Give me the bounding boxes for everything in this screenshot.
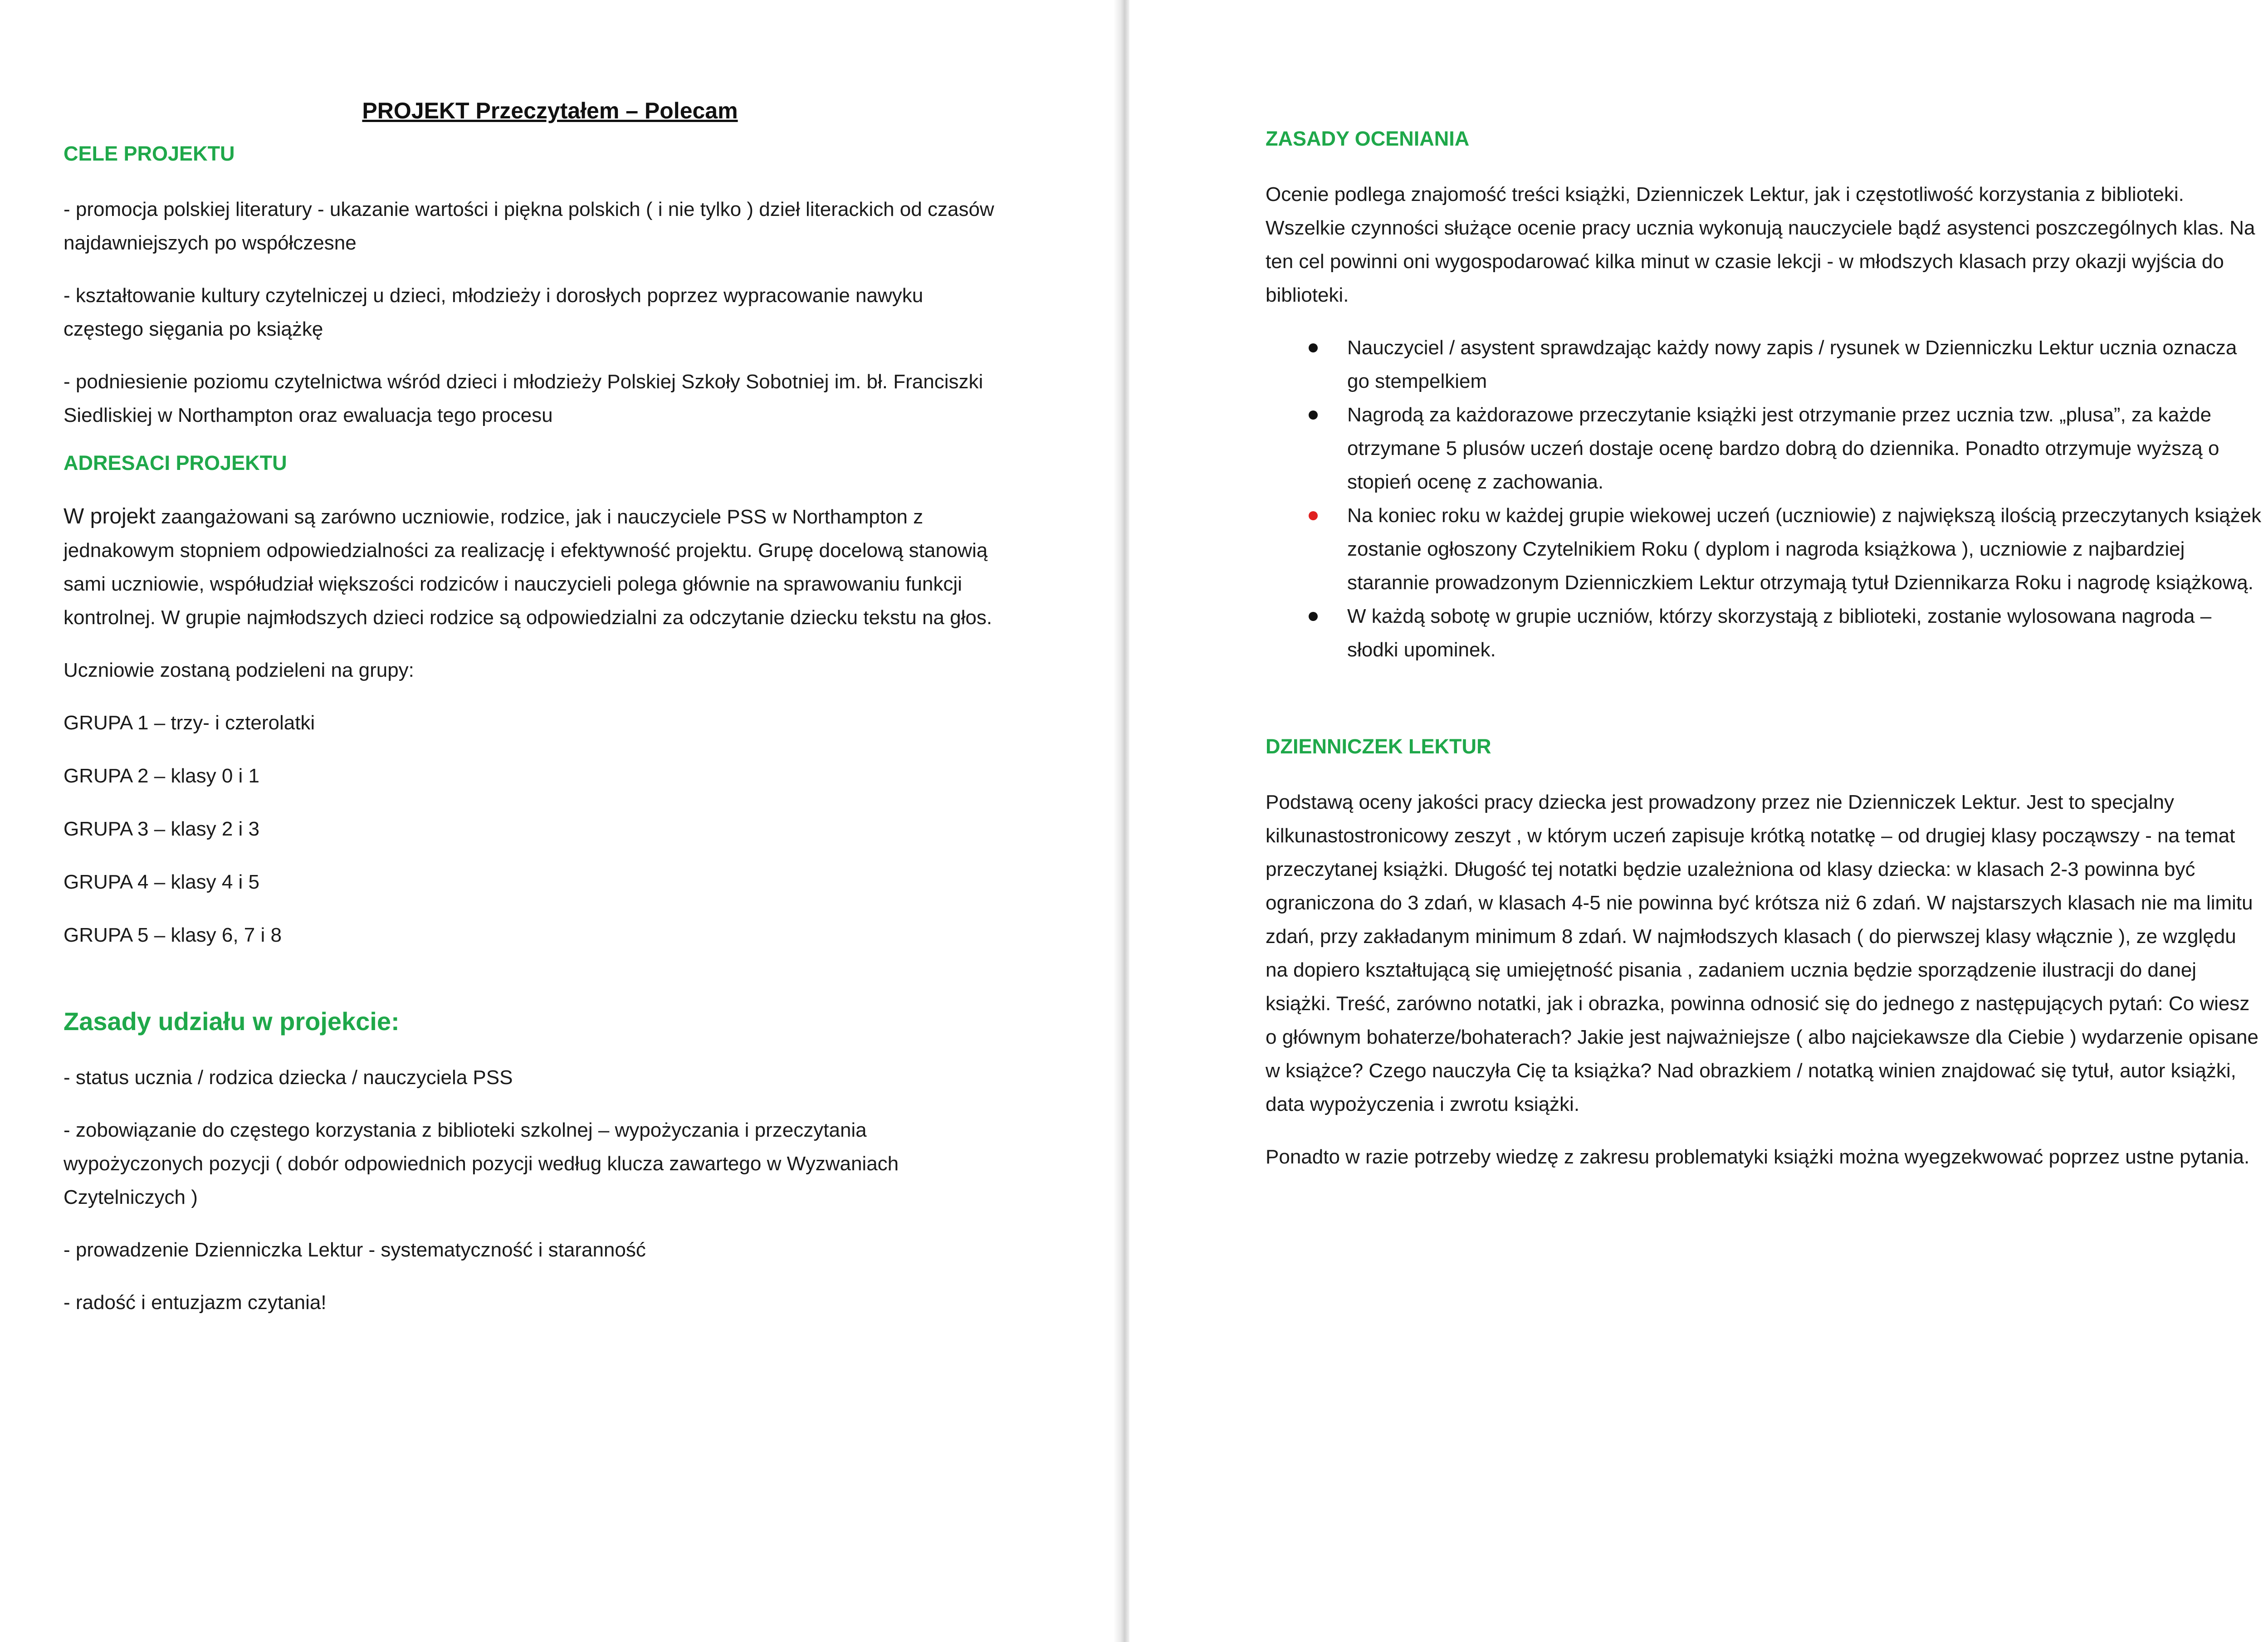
- grading-bullet-text: W każdą sobotę w grupie uczniów, którzy skorzystają z biblioteki, zostanie wylosowana nagroda – słodki upominek.: [1347, 605, 2212, 661]
- left-page: [0, 0, 1114, 1642]
- page-gutter: [1114, 0, 1129, 1642]
- goal-item: - promocja polskiej literatury - ukazanie wartości i piękna polskich ( i nie tylko ) dzieł literackich od czasów najdawniejszych po współczesne: [64, 198, 994, 254]
- goals-heading: CELE PROJEKTU: [64, 142, 235, 165]
- group-item: GRUPA 5 – klasy 6, 7 i 8: [64, 924, 282, 946]
- grading-bullet-item: [1347, 331, 2263, 398]
- bullet-dot-icon: [1309, 410, 1318, 420]
- grading-bullet-text: Na koniec roku w każdej grupie wiekowej uczeń (uczniowie) z największą ilością przeczytanych książek zostanie ogłoszony Czytelnikiem Roku ( dyplom i nagroda książkowa ), uczniowie z najbardziej starannie prowadzonym Dzienniczkiem Lektur otrzymają tytuł Dziennikarza Roku i nagrodę książkową.: [1347, 504, 2262, 594]
- recipients-lead: W projekt: [64, 504, 156, 528]
- grading-bullet-text: Nauczyciel / asystent sprawdzając każdy nowy zapis / rysunek w Dzienniczku Lektur ucznia oznacza go stempelkiem: [1347, 337, 2237, 392]
- grading-bullet-item: [1347, 398, 2263, 499]
- bullet-dot-icon: [1309, 511, 1318, 520]
- grading-bullet-text: Nagrodą za każdorazowe przeczytanie książki jest otrzymanie przez ucznia tzw. „plusa”, za każde otrzymane 5 plusów uczeń dostaje ocenę bardzo dobrą do dziennika. Ponadto otrzymuje wyższą o stopień ocenę z zachowania.: [1347, 404, 2219, 493]
- journal-paragraph: Podstawą oceny jakości pracy dziecka jest prowadzony przez nie Dzienniczek Lektur. Jest to specjalny kilkunastostronicowy zeszyt , w którym uczeń zapisuje krótką notatkę – od drugiej klasy począwszy - na temat przeczytanej książki. Długość tej notatki będzie uzależniona od klasy dziecka: w klasach 2-3 powinna być ograniczona do 3 zdań, w klasach 4-5 nie powinna być krótsza niż 6 zdań. W najstarszych klasach nie ma limitu zdań, przy zakładanym minimum 8 zdań. W najmłodszych klasach ( do pierwszej klasy włącznie ), ze względu na dopiero kształtującą się umiejętność pisania , zadaniem ucznia będzie sporządzenie ilustracji do danej książki. Treść, zarówno notatki, jak i obrazka, powinna odnosić się do jednego z następujących pytań: Co wiesz o głównym bohaterze/bohaterach? Jakie jest najważniejsze ( albo najciekawsze dla Ciebie ) wydarzenie opisane w książce? Czego nauczyła Cię ta książka? Nad obrazkiem / notatką winien znajdować się tytuł, autor książki, data wypożyczenia i zwrotu książki.: [1266, 791, 2258, 1115]
- group-item: GRUPA 1 – trzy- i czterolatki: [64, 712, 315, 734]
- group-item: GRUPA 2 – klasy 0 i 1: [64, 765, 260, 787]
- bullet-dot-icon: [1309, 612, 1318, 621]
- document-title: PROJEKT Przeczytałem – Polecam: [362, 98, 738, 123]
- bullet-dot-icon: [1309, 343, 1318, 352]
- participation-item: - prowadzenie Dzienniczka Lektur - systematyczność i staranność: [64, 1239, 646, 1261]
- group-item: GRUPA 4 – klasy 4 i 5: [64, 871, 260, 893]
- right-page: [1129, 0, 2268, 1642]
- recipients-heading: ADRESACI PROJEKTU: [64, 451, 287, 474]
- participation-heading: Zasady udziału w projekcie:: [64, 1007, 400, 1036]
- grading-bullet-item: [1347, 600, 2263, 667]
- goal-item: - kształtowanie kultury czytelniczej u dzieci, młodzieży i dorosłych poprzez wypracowanie nawyku częstego sięgania po książkę: [64, 284, 924, 340]
- participation-item: - zobowiązanie do częstego korzystania z biblioteki szkolnej – wypożyczania i przeczytania wypożyczonych pozycji ( dobór odpowiednich pozycji według klucza zawartego w Wyzwaniach Czytelniczych ): [64, 1119, 899, 1208]
- recipients-paragraph: [64, 500, 1000, 635]
- goal-item: - podniesienie poziomu czytelnictwa wśród dzieci i młodzieży Polskiej Szkoły Sobotniej im. bł. Franciszki Siedliskiej w Northampton oraz ewaluacja tego procesu: [64, 371, 983, 426]
- grading-bullet-item: [1347, 499, 2263, 600]
- grading-paragraph: Ocenie podlega znajomość treści książki, Dzienniczek Lektur, jak i częstotliwość korzystania z biblioteki. Wszelkie czynności służące ocenie pracy ucznia wykonują nauczyciele bądź asystenci poszczególnych klas. Na ten cel powinni oni wygospodarować kilka minut w czasie lekcji - w młodszych klasach przy okazji wyjścia do biblioteki.: [1266, 183, 2255, 306]
- grading-heading: ZASADY OCENIANIA: [1266, 127, 1470, 150]
- participation-item: - radość i entuzjazm czytania!: [64, 1291, 327, 1314]
- journal-heading: DZIENNICZEK LEKTUR: [1266, 735, 1491, 758]
- recipients-text: zaangażowani są zarówno uczniowie, rodzice, jak i nauczyciele PSS w Northampton z jednakowym stopniem odpowiedzialności za realizację i efektywność projektu. Grupę docelową stanowią sami uczniowie, współudział większości rodziców i nauczycieli polega głównie na sprawowaniu funkcji kontrolnej. W grupie najmłodszych dzieci rodzice są odpowiedzialni za odczytanie dziecku tekstu na głos.: [64, 506, 992, 629]
- grading-bullet-list: [1266, 331, 2263, 667]
- journal-paragraph-2: Ponadto w razie potrzeby wiedzę z zakresu problematyki książki można wyegzekwować poprzez ustne pytania.: [1266, 1146, 2250, 1168]
- groups-intro: Uczniowie zostaną podzieleni na grupy:: [64, 659, 414, 681]
- group-item: GRUPA 3 – klasy 2 i 3: [64, 818, 260, 840]
- participation-item: - status ucznia / rodzica dziecka / nauczyciela PSS: [64, 1066, 513, 1089]
